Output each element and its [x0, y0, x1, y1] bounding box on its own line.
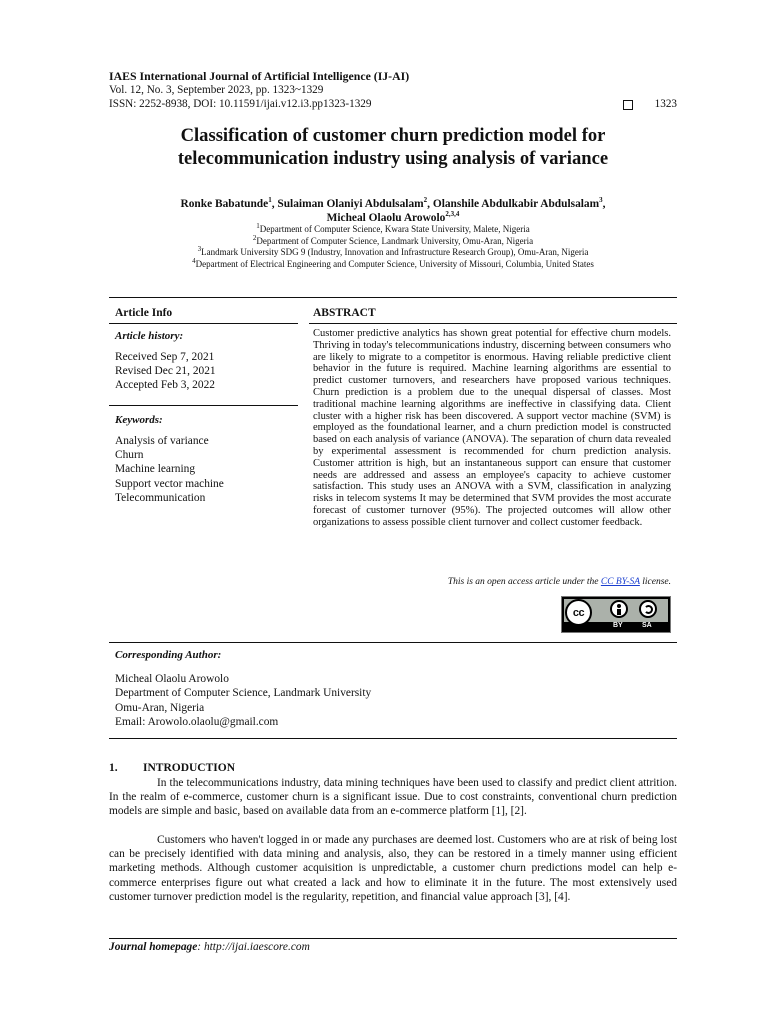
abstract-heading: ABSTRACT: [313, 307, 376, 319]
affil-sup: 1: [256, 222, 260, 230]
badge-by-label: BY: [613, 622, 623, 629]
author-list: Ronke Babatunde$^1$, Sulaiman Olaniyi Abdulsalam$^2$, Olanshile Abdulkabir Abdulsalam$^3$, Micheal Olaolu Arowolo$^{2,3,4}$: [180, 196, 606, 224]
affiliation: Department of Computer Science, Landmark University, Omu-Aran, Nigeria: [256, 235, 534, 246]
journal-homepage: [109, 941, 310, 953]
keywords-rule: [109, 405, 298, 406]
page-number: 1323: [654, 98, 677, 110]
keyword: Machine learning: [115, 463, 196, 476]
corresponding-email: Email: Arowolo.olaolu@gmail.com: [115, 715, 279, 728]
license-line: [313, 577, 671, 587]
section-rule-bottom: [109, 738, 677, 739]
homepage-url[interactable]: : http://ijai.iaescore.com: [197, 941, 310, 953]
affiliation: Department of Electrical Engineering and Computer Science, University of Missouri, Columbia, United States: [195, 258, 594, 269]
intro-paragraph-2: Customers who haven't logged in or made any purchases are deemed lost. Customers who are at risk of being lost can be precisely identified with data mining and analysis, also, they can be restored in a timely manner using efficient marketing methods. Although customer acquisition is unpredictable, a customer churn predictions model can help e-commerce enterprises figure out what created a lack and how to eliminate it in the future. The most extensively used customer turnover prediction model is the regularity, repetition, and financial value approach [3], [4].: [109, 834, 677, 903]
cc-by-sa-link[interactable]: CC BY-SA: [600, 577, 640, 587]
homepage-label: Journal homepage: [109, 941, 198, 953]
author-sup: 2,3,4: [445, 210, 460, 219]
keyword: Telecommunication: [115, 491, 206, 504]
section-rule: [109, 297, 677, 298]
article-history-block: [115, 330, 300, 393]
corresponding-label: Corresponding Author:: [115, 649, 222, 661]
author-sup: 3: [599, 196, 603, 205]
cc-logo-text: cc: [572, 606, 585, 619]
accepted-date: Accepted Feb 3, 2022: [115, 379, 215, 392]
affiliation: Department of Computer Science, Kwara State University, Malete, Nigeria: [259, 224, 530, 234]
author-name: Olanshile Abdulkabir Abdulsalam: [432, 198, 600, 210]
abstract-rule: [309, 323, 677, 324]
author-name: Sulaiman Olaniyi Abdulsalam: [277, 198, 424, 210]
journal-header: [109, 69, 677, 111]
author-name: Micheal Olaolu Arowolo: [326, 212, 446, 224]
cc-logo-icon: [565, 599, 592, 626]
author-name: Ronke Babatunde: [180, 198, 269, 210]
corresponding-name: Micheal Olaolu Arowolo: [115, 673, 229, 686]
article-info-heading: Article Info: [115, 307, 173, 319]
corresponding-city: Omu-Aran, Nigeria: [115, 701, 205, 714]
corresponding-dept: Department of Computer Science, Landmark University: [115, 687, 372, 700]
keyword: Analysis of variance: [115, 435, 209, 447]
affil-sup: 3: [197, 245, 202, 253]
by-person-icon: [610, 600, 628, 618]
keyword: Support vector machine: [115, 477, 224, 490]
affil-sup: 2: [252, 233, 257, 242]
cc-by-sa-badge[interactable]: [561, 596, 671, 633]
intro-paragraph-1: In the telecommunications industry, data mining techniques have been used to classify and predict client attrition. In the realm of e-commerce, customer churn is a significant issue. Due to cost constraints, conventional churn prediction models are simple and basic, based on available data from an e-commerce platform [1], [2].: [109, 777, 677, 818]
section-title: INTRODUCTION: [143, 762, 236, 774]
license-suffix: license.: [639, 577, 671, 587]
corresponding-rule: [109, 642, 677, 643]
paper-title: Classification of customer churn prediction model for telecommunication industry using analysis of variance: [177, 125, 609, 169]
keywords-block: [115, 414, 300, 505]
affiliation-list: [109, 224, 677, 270]
author-sup: 2: [423, 196, 428, 205]
journal-name: IAES International Journal of Artificial Intelligence (IJ-AI): [109, 69, 410, 83]
affil-sup: 4: [192, 256, 196, 265]
introduction-heading: [109, 762, 235, 774]
abstract-text: Customer predictive analytics has shown great potential for effective churn models. Thriving in today's telecommunications industry, discerning between consumers who are likely to migrate to a competitor is enormous. Having reliable predictive client behavior in the future is required. Machine learning algorithms are essential to predict customer turnovers, and researchers have proposed various techniques. Churn prediction is a problem due to the unequal dispersal of classes. Most traditional machine learning algorithms are ineffective in classifying data. Client cluster with a higher risk has been discovered. A support vector machine (SVM) is employed as the foundational learner, and a churn prediction model is constructed based on each analysis of variance (ANOVA). The separation of churn data revealed by experimental assessment is recommended for churn prediction analysis. Customer attrition is high, but an instantaneous support can ensure that customer needs are addressed and assess an employee's capacity to achieve customer satisfaction. This study uses an ANOVA with a SVM, classification in analyzing risks in telecom systems It may be determined that SVM provides the most accurate forecast of customer turnover (95%). The projected outcomes will allow other organizations to assess possible client turnover and collect customer feedback.: [313, 328, 671, 528]
section-number: 1.: [109, 762, 118, 774]
keyword: Churn: [115, 449, 144, 462]
journal-issn-doi: ISSN: 2252-8938, DOI: 10.11591/ijai.v12.i3.pp1323-1329: [109, 98, 372, 110]
footer-rule: [109, 938, 677, 939]
keywords-label: Keywords:: [115, 414, 163, 426]
author-sup: 1: [268, 196, 272, 205]
journal-volume: Vol. 12, No. 3, September 2023, pp. 1323~1329: [109, 84, 324, 96]
info-rule: [109, 323, 298, 324]
affiliation: Landmark University SDG 9 (Industry, Innovation and Infrastructure Research Group), Omu-Aran, Nigeria: [201, 247, 589, 257]
share-alike-icon: [639, 600, 657, 618]
received-date: Received Sep 7, 2021: [115, 351, 215, 363]
license-prefix: This is an open access article under the: [447, 577, 601, 587]
revised-date: Revised Dec 21, 2021: [115, 365, 216, 378]
article-history-label: Article history:: [115, 330, 184, 342]
badge-sa-label: SA: [642, 622, 652, 629]
corresponding-author-block: [115, 648, 675, 729]
square-box-icon: [623, 100, 633, 110]
